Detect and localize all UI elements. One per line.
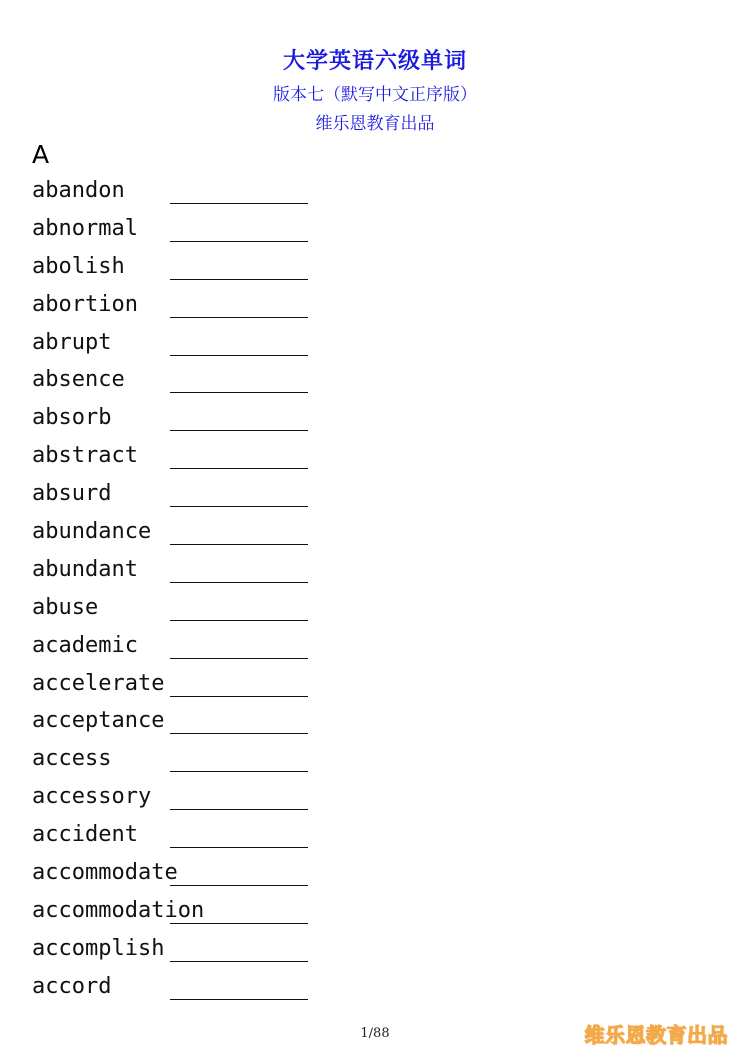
- answer-blank: [170, 923, 308, 924]
- vocab-word: accelerate: [32, 670, 165, 696]
- vocab-word: accident: [32, 822, 138, 848]
- word-row: [32, 365, 332, 403]
- word-row: [32, 593, 332, 631]
- vocab-word: access: [32, 746, 112, 772]
- vocab-word: accessory: [32, 784, 152, 810]
- word-row: [32, 631, 332, 669]
- word-row: [32, 176, 332, 214]
- vocab-word: abolish: [32, 253, 125, 279]
- answer-blank: [170, 658, 308, 659]
- word-row: [32, 706, 332, 744]
- answer-blank: [170, 961, 308, 962]
- answer-blank: [170, 885, 308, 886]
- vocab-word: abstract: [32, 443, 138, 469]
- vocab-word: acceptance: [32, 708, 165, 734]
- word-row: [32, 517, 332, 555]
- answer-blank: [170, 809, 308, 810]
- section-letter: A: [32, 140, 50, 169]
- publisher-line: 维乐恩教育出品: [315, 114, 435, 134]
- word-row: [32, 669, 332, 707]
- vocab-word: accommodate: [32, 860, 178, 886]
- vocab-word: abnormal: [32, 215, 138, 241]
- page-title: 大学英语六级单词: [282, 49, 467, 74]
- answer-blank: [170, 506, 308, 507]
- answer-blank: [170, 279, 308, 280]
- vocab-word: absence: [32, 367, 125, 393]
- answer-blank: [170, 620, 308, 621]
- publisher-watermark: 维乐恩教育出品: [584, 1023, 728, 1047]
- answer-blank: [170, 847, 308, 848]
- word-list: [32, 176, 332, 1010]
- word-row: [32, 441, 332, 479]
- vocab-word: absorb: [32, 405, 112, 431]
- word-row: [32, 744, 332, 782]
- vocab-word: abandon: [32, 178, 125, 203]
- answer-blank: [170, 203, 308, 204]
- word-row: [32, 782, 332, 820]
- word-row: [32, 479, 332, 517]
- word-row: [32, 972, 332, 1010]
- answer-blank: [170, 544, 308, 545]
- word-row: [32, 403, 332, 441]
- word-row: [32, 328, 332, 366]
- answer-blank: [170, 582, 308, 583]
- word-row: [32, 555, 332, 593]
- word-row: [32, 252, 332, 290]
- vocab-word: accord: [32, 973, 112, 999]
- word-row: [32, 896, 332, 934]
- vocab-word: absurd: [32, 481, 112, 507]
- vocab-word: abuse: [32, 594, 99, 620]
- answer-blank: [170, 430, 308, 431]
- vocab-word: academic: [32, 632, 138, 658]
- answer-blank: [170, 696, 308, 697]
- vocab-word: abundant: [32, 556, 138, 582]
- answer-blank: [170, 999, 308, 1000]
- vocab-word: accomplish: [32, 935, 165, 961]
- answer-blank: [170, 317, 308, 318]
- vocab-word: abortion: [32, 291, 138, 317]
- word-row: [32, 858, 332, 896]
- answer-blank: [170, 771, 308, 772]
- vocab-word: abundance: [32, 519, 152, 545]
- word-row: [32, 214, 332, 252]
- vocab-word: abrupt: [32, 329, 112, 355]
- word-row: [32, 934, 332, 972]
- answer-blank: [170, 733, 308, 734]
- word-row: [32, 820, 332, 858]
- answer-blank: [170, 392, 308, 393]
- answer-blank: [170, 241, 308, 242]
- page-subtitle: 版本七（默写中文正序版）: [273, 85, 477, 105]
- page-number: 1/88: [360, 1026, 390, 1041]
- vocab-word: accommodation: [32, 897, 205, 923]
- answer-blank: [170, 355, 308, 356]
- answer-blank: [170, 468, 308, 469]
- word-row: [32, 290, 332, 328]
